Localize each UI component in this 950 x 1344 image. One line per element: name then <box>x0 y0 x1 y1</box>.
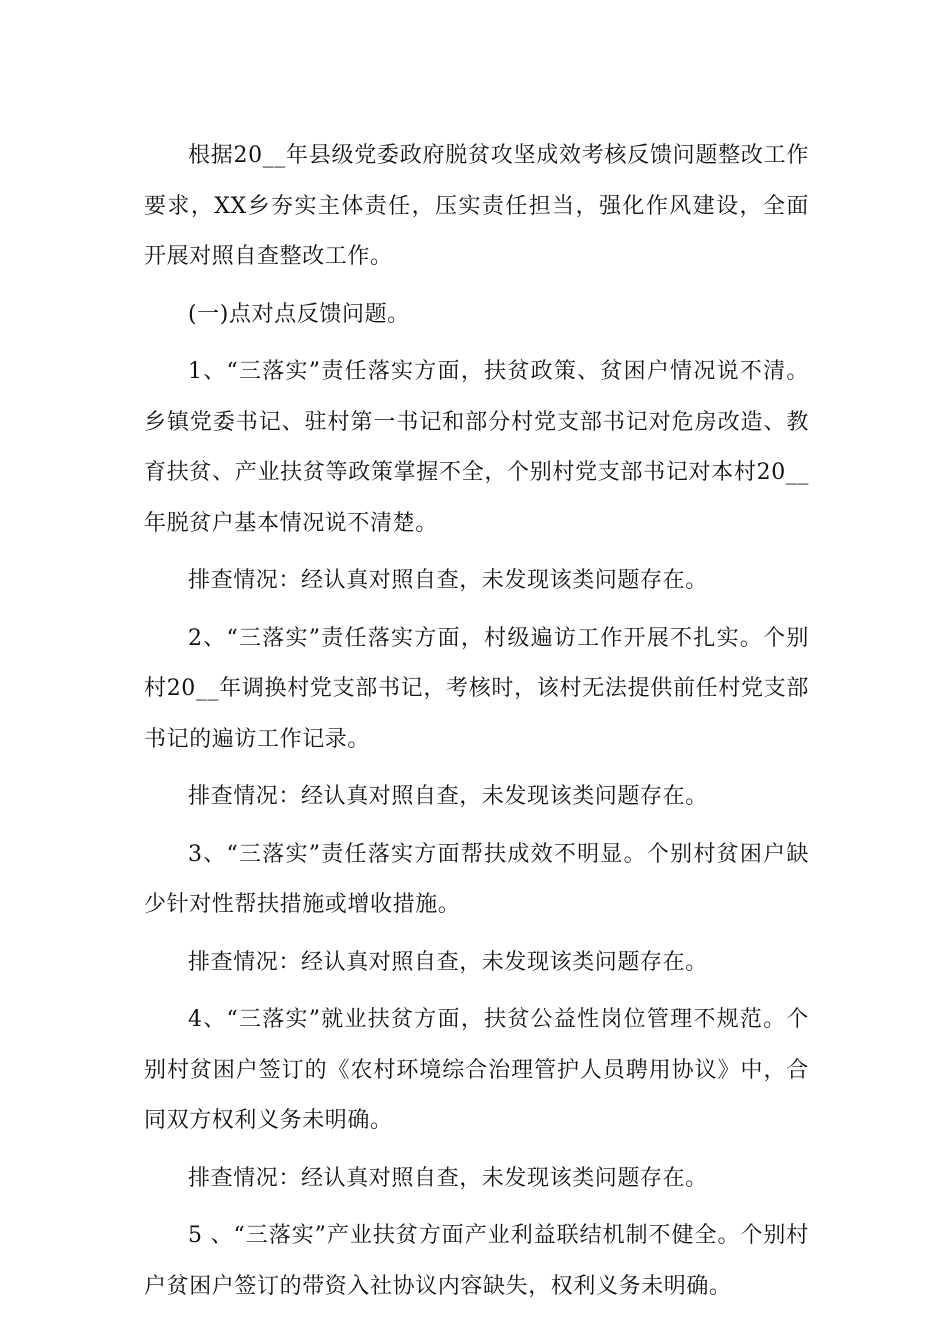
check-result-3: 排查情况：经认真对照自查，未发现该类问题存在。 <box>188 949 708 975</box>
issue-4: 4、“三落实”就业扶贫方面，扶贫公益性岗位管理不规范。个别村贫困户签订的《农村环境综合治理管护人员聘用协议》中，合同双方权利义务未明确。 <box>144 1007 809 1133</box>
section-heading: (一)点对点反馈问题。 <box>188 301 410 327</box>
issue-1: 1、“三落实”责任落实方面，扶贫政策、贫困户情况说不清。乡镇党委书记、驻村第一书记和部分村党支部书记对危房改造、教育扶贫、产业扶贫等政策掌握不全，个别村党支部书记对本村20__年脱贫户基本情况说不清楚。 <box>144 359 809 536</box>
paragraph-intro: 根据20__年县级党委政府脱贫攻坚成效考核反馈问题整改工作要求，XX乡夯实主体责任，压实责任担当，强化作风建设，全面开展对照自查整改工作。 <box>144 143 809 269</box>
check-result-2: 排查情况：经认真对照自查，未发现该类问题存在。 <box>188 784 708 809</box>
issue-5: 5 、“三落实”产业扶贫方面产业利益联结机制不健全。个别村户贫困户签订的带资入社协议内容缺失，权利义务未明确。 <box>144 1223 809 1299</box>
issue-3: 3、“三落实”责任落实方面帮扶成效不明显。个别村贫困户缺少针对性帮扶措施或增收措施。 <box>144 841 809 917</box>
document-page <box>144 131 809 1319</box>
check-result-1: 排查情况：经认真对照自查，未发现该类问题存在。 <box>188 568 708 593</box>
issue-2: 2、“三落实”责任落实方面，村级遍访工作开展不扎实。个别村20__年调换村党支部书记，考核时，该村无法提供前任村党支部书记的遍访工作记录。 <box>144 625 809 752</box>
check-result-4: 排查情况：经认真对照自查，未发现该类问题存在。 <box>188 1165 708 1191</box>
